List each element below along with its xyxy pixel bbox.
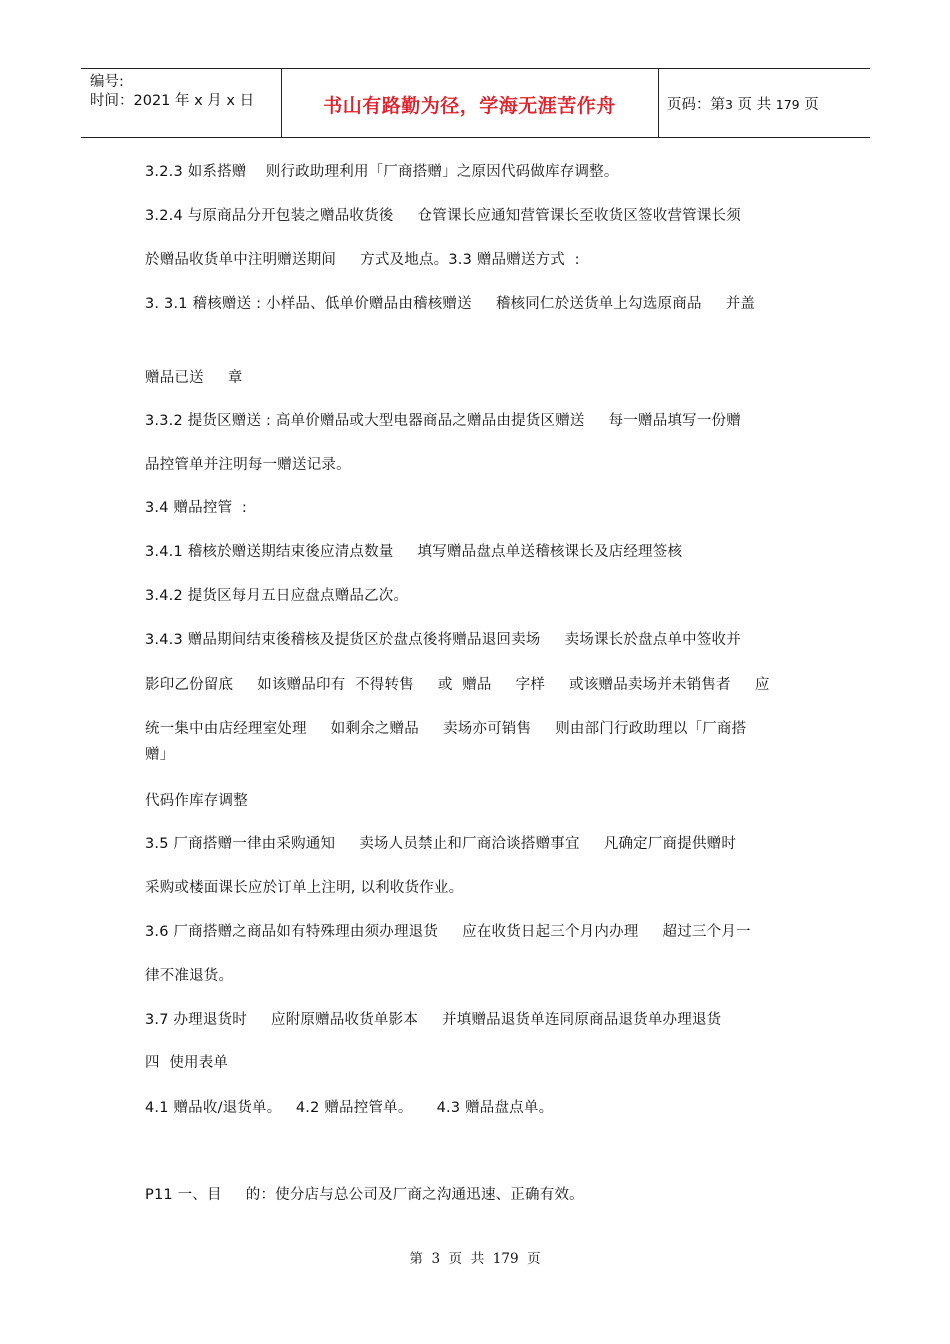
body-line: 统一集中由店经理室处理 如剩余之赠品 卖场亦可销售 则由部门行政助理以「厂商搭 — [145, 721, 747, 737]
header-page-info — [667, 93, 819, 114]
body-line: 3.7 办理退货时 应附原赠品收货单影本 并填赠品退货单连同原商品退货单办理退货 — [145, 1012, 722, 1028]
page-mid: 页 共 — [732, 97, 776, 113]
body-line: 3.5 厂商搭赠一律由采购通知 卖场人员禁止和厂商洽谈搭赠事宜 凡确定厂商提供赠时 — [145, 836, 737, 852]
page-total: 179 — [775, 97, 800, 112]
page-suffix: 页 — [799, 97, 819, 113]
header-motto: 书山有路勤为径，学海无涯苦作舟 — [323, 95, 616, 117]
body-line: P11 一、目 的：使分店与总公司及厂商之沟通迅速、正确有效。 — [145, 1187, 584, 1203]
serial-label: 编号: — [90, 74, 124, 90]
body-line: 於赠品收货单中注明赠送期间 方式及地点。3.3 赠品赠送方式 : — [145, 252, 580, 268]
body-line: 3.4 赠品控管 : — [145, 500, 247, 516]
body-line: 3.2.4 与原商品分开包装之赠品收货後 仓管课长应通知营管课长至收货区签收营管课长须 — [145, 208, 741, 224]
body-line: 3.4.3 赠品期间结束後稽核及提货区於盘点後将赠品退回卖场 卖场课长於盘点单中签收并 — [145, 632, 741, 648]
body-line: 赠品已送 章 — [145, 370, 243, 386]
body-line: 代码作库存调整 — [145, 793, 248, 809]
time-label: 时间：2021 年 x 月 x 日 — [90, 93, 255, 109]
body-line: 赠」 — [145, 747, 175, 763]
page-prefix: 页码：第 — [667, 97, 725, 113]
body-line: 3.2.3 如系搭赠 则行政助理利用「厂商搭赠」之原因代码做库存调整。 — [145, 164, 619, 180]
body-line: 3. 3.1 稽核赠送 : 小样品、低单价赠品由稽核赠送 稽核同仁於送货单上勾选原商品 并盖 — [145, 296, 756, 312]
body-line: 律不准退货。 — [145, 968, 234, 984]
page-header — [81, 68, 870, 138]
body-line: 4.1 赠品收/退货单。 4.2 赠品控管单。 4.3 赠品盘点单。 — [145, 1100, 554, 1116]
body-line: 3.4.1 稽核於赠送期结束後应清点数量 填写赠品盘点单送稽核课长及店经理签核 — [145, 544, 683, 560]
body-line: 品控管单并注明每一赠送记录。 — [145, 457, 351, 473]
header-divider — [658, 69, 659, 137]
body-line: 影印乙份留底 如该赠品印有 不得转售 或 赠品 字样 或该赠品卖场并未销售者 应 — [145, 677, 770, 693]
page-footer: 第 3 页 共 179 页 — [409, 1251, 541, 1267]
page-number: 3 — [725, 97, 733, 112]
body-line: 采购或楼面课长应於订单上注明, 以利收货作业。 — [145, 880, 464, 896]
body-line: 3.6 厂商搭赠之商品如有特殊理由须办理退货 应在收货日起三个月内办理 超过三个月一 — [145, 924, 751, 940]
body-line: 3.3.2 提货区赠送 : 高单价赠品或大型电器商品之赠品由提货区赠送 每一赠品填写一份赠 — [145, 413, 741, 429]
section-heading: 四 使用表单 — [145, 1055, 229, 1071]
header-meta — [90, 73, 254, 111]
body-line: 3.4.2 提货区每月五日应盘点赠品乙次。 — [145, 588, 409, 604]
